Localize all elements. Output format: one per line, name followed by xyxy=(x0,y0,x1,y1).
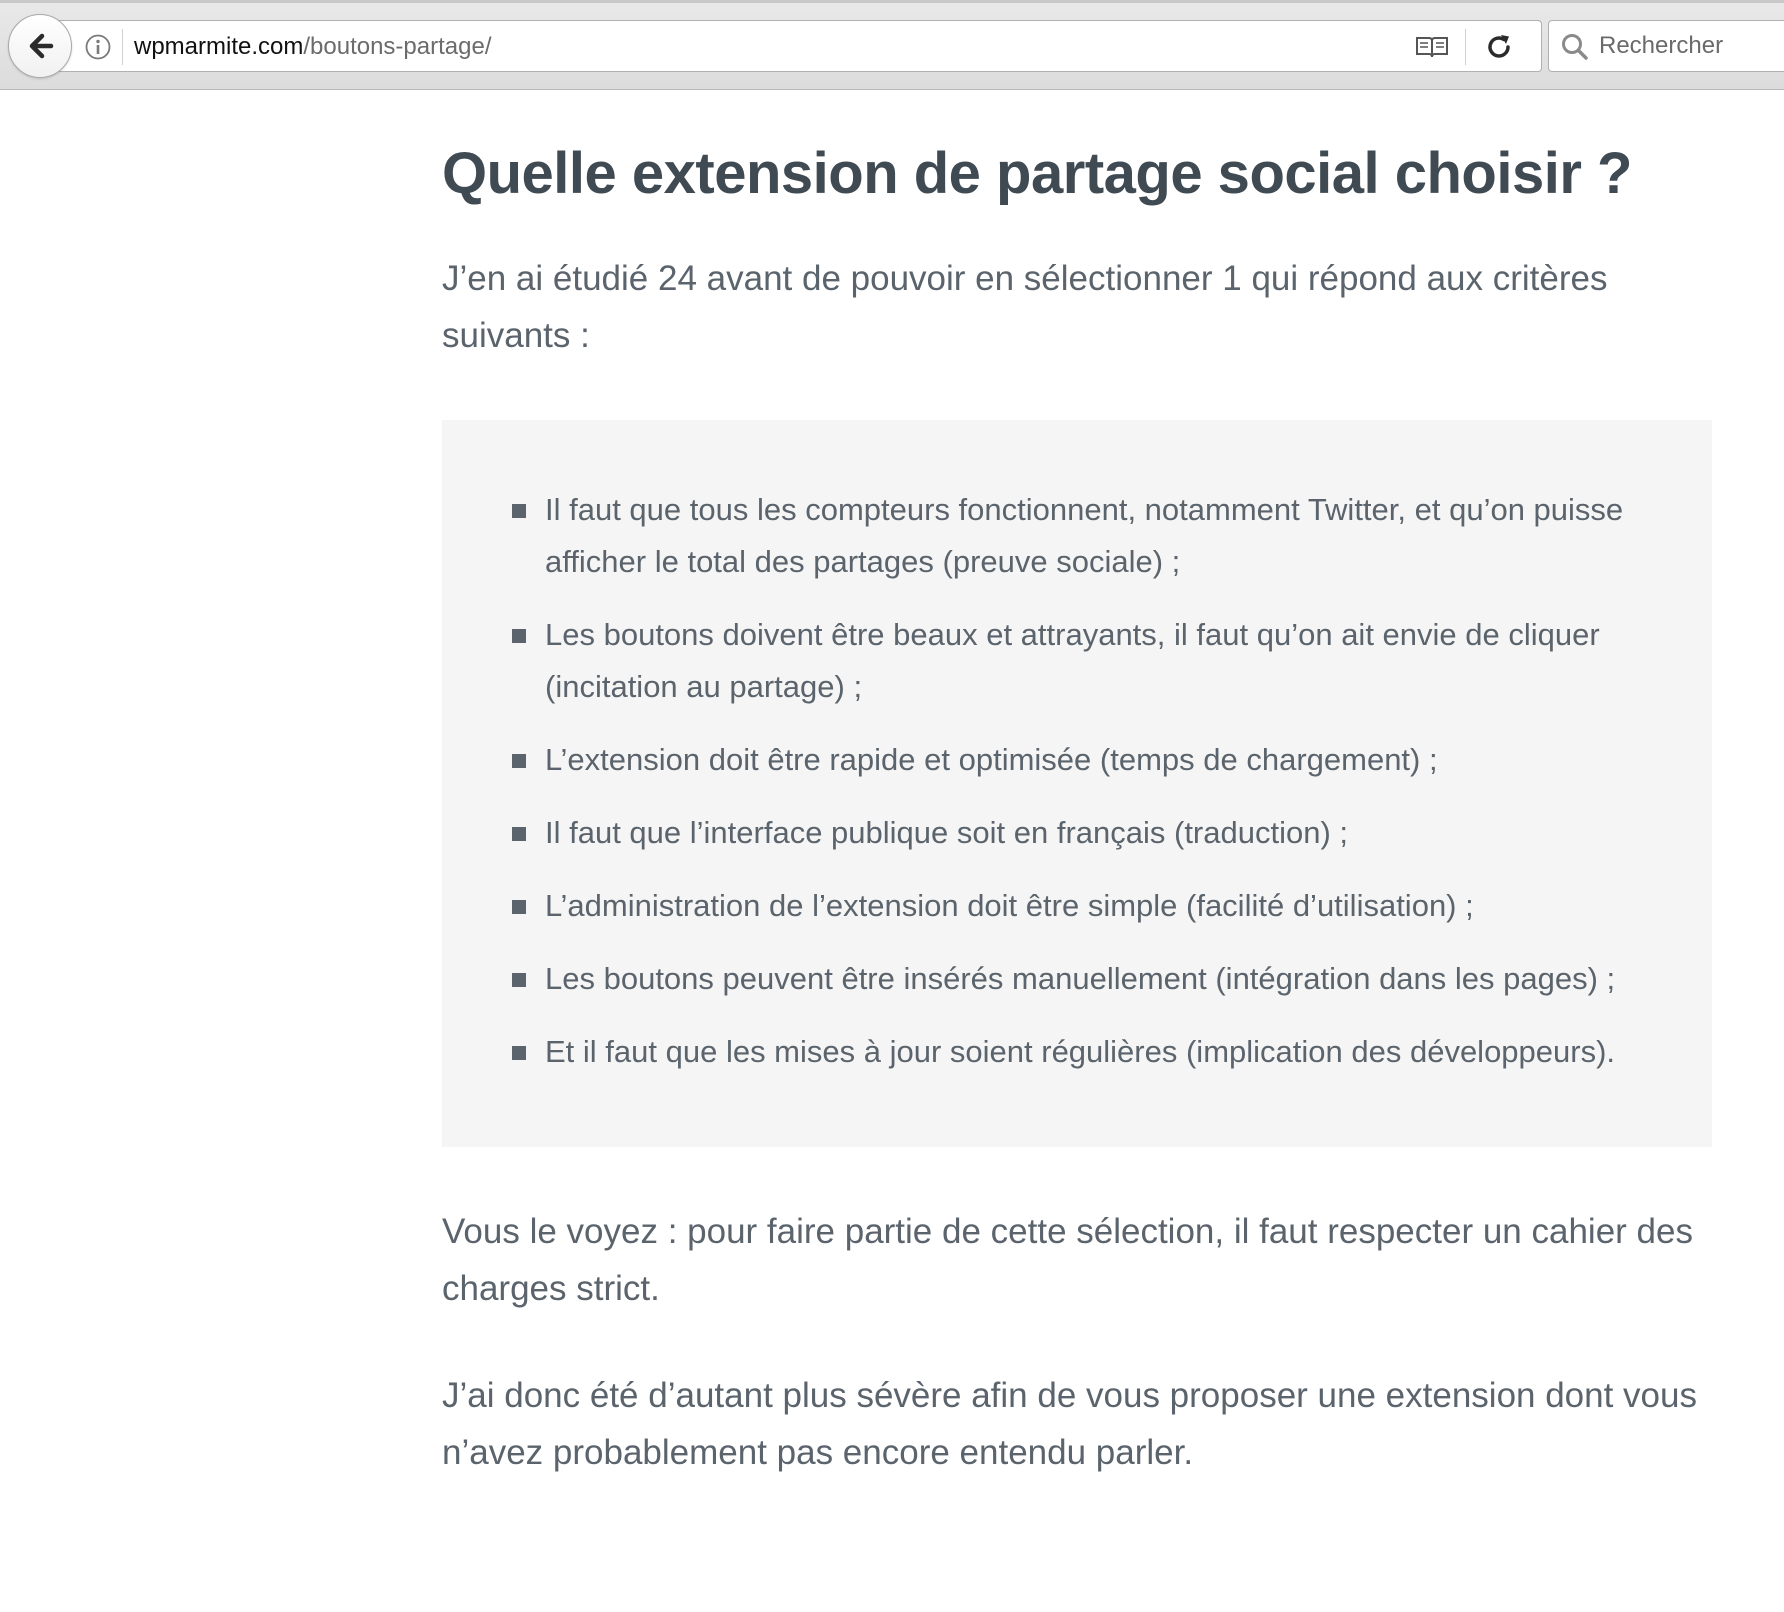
criteria-text: L’administration de l’extension doit être simple (facilité d’utilisation) ; xyxy=(545,888,1474,923)
criteria-item xyxy=(512,807,1652,859)
criteria-text: Il faut que l’interface publique soit en français (traduction) ; xyxy=(545,815,1349,850)
reload-icon[interactable] xyxy=(1484,32,1514,62)
criteria-text: Les boutons peuvent être insérés manuellement (intégration dans les pages) ; xyxy=(545,961,1616,996)
criteria-item xyxy=(512,1026,1652,1078)
intro-paragraph: J’en ai étudié 24 avant de pouvoir en sélectionner 1 qui répond aux critères suivants : xyxy=(442,259,1608,355)
paragraph-1: Vous le voyez : pour faire partie de cette sélection, il faut respecter un cahier des charges strict. xyxy=(442,1212,1693,1308)
info-icon[interactable] xyxy=(84,33,112,61)
browser-toolbar xyxy=(0,0,1784,90)
url-text[interactable] xyxy=(134,33,492,61)
url-domain: wpmarmite.com xyxy=(134,33,304,60)
bullet-square-icon xyxy=(512,1046,526,1060)
criteria-box xyxy=(442,420,1712,1147)
search-icon xyxy=(1559,31,1591,63)
article-title: Quelle extension de partage social choisir ? xyxy=(442,141,1632,206)
url-bar[interactable] xyxy=(56,20,1542,72)
url-separator-2 xyxy=(1465,29,1466,65)
arrow-left-icon xyxy=(24,30,56,62)
toolbar-top-border xyxy=(0,0,1784,3)
bullet-square-icon xyxy=(512,900,526,914)
criteria-item xyxy=(512,953,1652,1005)
bullet-square-icon xyxy=(512,973,526,987)
bullet-square-icon xyxy=(512,629,526,643)
back-button[interactable] xyxy=(8,14,72,78)
criteria-item xyxy=(512,484,1652,588)
criteria-text: Et il faut que les mises à jour soient régulières (implication des développeurs). xyxy=(545,1034,1616,1069)
article-content xyxy=(442,140,1712,1481)
criteria-text: L’extension doit être rapide et optimisée (temps de chargement) ; xyxy=(545,742,1438,777)
url-path: /boutons-partage/ xyxy=(303,33,492,60)
search-input[interactable] xyxy=(1599,29,1784,63)
bullet-square-icon xyxy=(512,827,526,841)
criteria-text: Les boutons doivent être beaux et attrayants, il faut qu’on ait envie de cliquer (incitation au partage) ; xyxy=(545,617,1600,704)
url-separator xyxy=(122,29,123,65)
criteria-item xyxy=(512,609,1652,713)
bullet-square-icon xyxy=(512,754,526,768)
criteria-item xyxy=(512,880,1652,932)
criteria-item xyxy=(512,734,1652,786)
paragraph-2: J’ai donc été d’autant plus sévère afin de vous proposer une extension dont vous n’avez probablement pas encore entendu parler. xyxy=(442,1376,1697,1472)
bullet-square-icon xyxy=(512,504,526,518)
reader-view-icon[interactable] xyxy=(1414,33,1450,61)
search-bar[interactable] xyxy=(1548,20,1784,72)
criteria-list xyxy=(512,484,1652,1078)
criteria-text: Il faut que tous les compteurs fonctionnent, notamment Twitter, et qu’on puisse afficher le total des partages (preuve sociale) ; xyxy=(545,492,1624,579)
